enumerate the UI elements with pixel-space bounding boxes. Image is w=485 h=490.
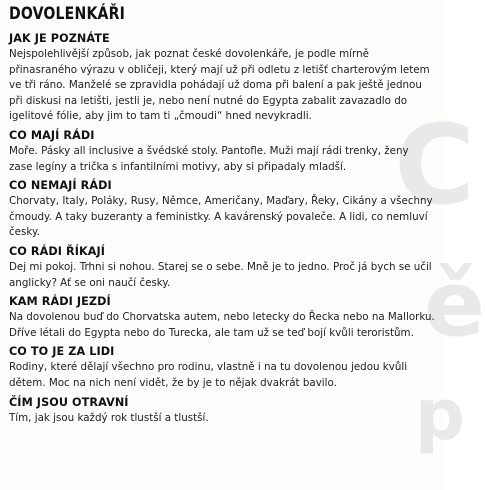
- section-co-to-je-za-lidi: [9, 344, 439, 391]
- section-heading: KAM RÁDI JEZDÍ: [9, 295, 111, 309]
- bleed-through-print: C: [394, 101, 475, 229]
- section-text: Dej mi pokoj. Trhni si nohou. Starej se o sebe. Mně je to jedno. Proč já bych se učil anglicky? Ať se oni naučí česky.: [9, 260, 432, 289]
- section-jak-je-poznate: [9, 31, 439, 125]
- section-heading: CO RÁDI ŘÍKAJÍ: [9, 244, 106, 258]
- section-heading: CO TO JE ZA LIDI: [9, 345, 115, 359]
- section-heading: ČÍM JSOU OTRAVNÍ: [9, 395, 129, 409]
- section-co-maji-radi: [9, 128, 439, 175]
- section-co-radi-rikaji: [9, 244, 439, 291]
- section-heading: CO NEMAJÍ RÁDI: [9, 179, 112, 193]
- section-text: Moře. Pásky all inclusive a švédské stoly. Pantofle. Muži mají rádi trenky, ženy zase legíny a trička s infantilními motivy, aby si připadaly mladší.: [9, 144, 409, 173]
- section-text: Tím, jak jsou každý rok tlustší a tlustší.: [9, 411, 209, 424]
- article: [9, 3, 439, 429]
- section-co-nemaji-radi: [9, 178, 439, 241]
- section-kam-radi-jezdi: [9, 294, 439, 341]
- bleed-through-print: ě: [423, 252, 485, 357]
- section-text: Nejspolehlivější způsob, jak poznat české dovolenkáře, je podle mírně přinasraného výrazu v obličeji, který mají už při odletu z letišť charterovým letem ve tři ráno. Manželé se zpravidla pohádají už doma při balení a pak ještě jednou při diskusi na letišti, jestli je, nebo není nutné do Egypta zabalit zavazadlo do igelitové fólie, aby jim to tam ti „čmoudi“ hned nevykradli.: [9, 48, 430, 123]
- section-text: Chorvaty, Italy, Poláky, Rusy, Němce, Američany, Maďary, Řeky, Cikány a všechny čmoudy. A taky buzeranty a feministky. A kavárenský povaleče. A lidi, co nemluví česky.: [9, 195, 433, 239]
- section-text: Na dovolenou buď do Chorvatska autem, nebo letecky do Řecka nebo na Mallorku. Dříve létali do Egypta nebo do Turecka, ale tam už se teď bojí kvůli teroristům.: [9, 311, 435, 339]
- section-heading: CO MAJÍ RÁDI: [9, 128, 95, 142]
- bleed-through-print: p: [414, 374, 465, 456]
- article-title: DOVOLENKÁŘI: [9, 4, 126, 24]
- section-cim-jsou-otravni: [9, 395, 439, 427]
- section-text: Rodiny, které dělají všechno pro rodinu, vlastně i na tu dovolenou jedou kvůli dětem. Moc na nich není vidět, že by je to nějak dvakrát bavilo.: [9, 361, 408, 389]
- section-heading: JAK JE POZNÁTE: [9, 32, 110, 45]
